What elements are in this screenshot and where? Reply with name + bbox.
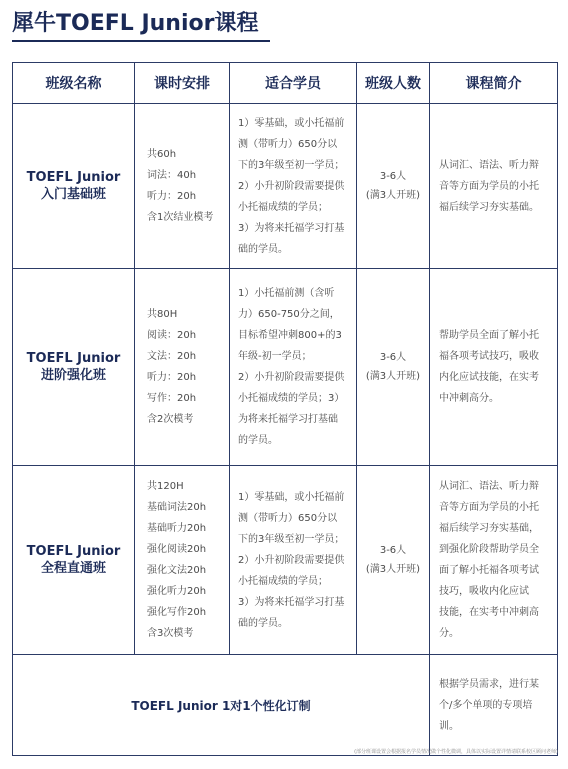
schedule-cell bbox=[135, 466, 230, 655]
intro-line: 从词汇、语法、听力辩 bbox=[439, 159, 539, 171]
audience-line: 小托福成绩的学员； bbox=[238, 201, 328, 213]
intro-line: 音等方面为学员的小托 bbox=[439, 180, 539, 192]
schedule-line: 强化阅读20h bbox=[147, 544, 207, 555]
custom-course-cell: TOEFL Junior 1对1个性化订制 bbox=[13, 655, 430, 756]
schedule-cell bbox=[135, 269, 230, 466]
audience-line: 1）零基础，或小托福前 bbox=[238, 117, 345, 129]
class-name-line: 入门基础班 bbox=[40, 187, 106, 202]
schedule-line: 含3次模考 bbox=[147, 628, 194, 639]
table-row bbox=[13, 269, 558, 466]
intro-line: 音等方面为学员的小托 bbox=[439, 502, 539, 513]
audience-cell bbox=[230, 466, 357, 655]
intro-cell bbox=[430, 269, 558, 466]
footnote: (部分班课设置会根据报名学员情况做个性化微调，具体以实际设置详情请联系校区顾问老师) bbox=[354, 749, 558, 755]
intro-line: 分。 bbox=[439, 628, 459, 639]
audience-line: 1）零基础，或小托福前 bbox=[238, 491, 345, 503]
audience-line: 3）为将来托福学习打基 bbox=[238, 222, 345, 234]
audience-line: 1）小托福前测（含听 bbox=[238, 288, 335, 299]
schedule-line: 文法：20h bbox=[147, 351, 197, 362]
audience-cell bbox=[230, 104, 357, 269]
intro-cell bbox=[430, 466, 558, 655]
header-schedule: 课时安排 bbox=[135, 63, 230, 104]
class-size-line: 3-6人 bbox=[379, 545, 407, 556]
course-table bbox=[12, 62, 558, 756]
intro-cell bbox=[430, 655, 558, 756]
class-name-cell bbox=[13, 104, 135, 269]
class-size-line: (满3人开班) bbox=[365, 371, 421, 382]
schedule-line: 含1次结业模考 bbox=[147, 212, 214, 223]
header-class-size: 班级人数 bbox=[357, 63, 430, 104]
class-name-cell bbox=[13, 466, 135, 655]
header-class-name: 班级名称 bbox=[13, 63, 135, 104]
class-name-line: TOEFL Junior bbox=[26, 170, 121, 185]
audience-line: 2）小升初阶段需要提供 bbox=[238, 180, 345, 192]
class-size-cell bbox=[357, 269, 430, 466]
intro-line: 从词汇、语法、听力辩 bbox=[439, 481, 539, 492]
intro-line: 到强化阶段帮助学员全 bbox=[439, 544, 539, 555]
class-name-cell bbox=[13, 269, 135, 466]
class-size-cell bbox=[357, 104, 430, 269]
page-title: 犀牛TOEFL Junior课程 bbox=[12, 11, 259, 36]
schedule-line: 阅读：20h bbox=[147, 330, 197, 341]
class-name-line: TOEFL Junior bbox=[26, 544, 121, 559]
intro-line: 技巧，吸收内化应试 bbox=[439, 586, 529, 597]
intro-cell bbox=[430, 104, 558, 269]
class-name-line: TOEFL Junior bbox=[26, 351, 121, 366]
schedule-line: 强化听力20h bbox=[147, 586, 207, 597]
schedule-line: 听力：20h bbox=[147, 372, 197, 383]
intro-line: 训。 bbox=[439, 720, 459, 732]
schedule-line: 听力：20h bbox=[147, 191, 197, 202]
schedule-line: 共120H bbox=[147, 481, 184, 492]
audience-line: 为将来托福学习打基础 bbox=[238, 414, 338, 425]
schedule-cell bbox=[135, 104, 230, 269]
intro-line: 福后续学习夯实基础。 bbox=[439, 201, 539, 213]
audience-line: 础的学员。 bbox=[238, 617, 288, 629]
schedule-line: 写作：20h bbox=[147, 393, 197, 404]
table-row bbox=[13, 104, 558, 269]
intro-line: 中冲刺高分。 bbox=[439, 393, 499, 404]
audience-line: 目标希望冲刺800+的3 bbox=[238, 330, 342, 341]
schedule-line: 基础词法20h bbox=[147, 502, 207, 513]
schedule-line: 词法：40h bbox=[147, 170, 197, 181]
audience-line: 2）小升初阶段需要提供 bbox=[238, 372, 345, 383]
intro-line: 个/多个单项的专项培 bbox=[439, 699, 533, 711]
schedule-line: 含2次模考 bbox=[147, 414, 194, 425]
intro-line: 福后续学习夯实基础， bbox=[439, 523, 539, 534]
header-intro: 课程简介 bbox=[430, 63, 558, 104]
schedule-line: 强化写作20h bbox=[147, 607, 207, 618]
class-size-line: 3-6人 bbox=[379, 352, 407, 363]
class-name-line: 进阶强化班 bbox=[40, 368, 106, 383]
intro-line: 技能，在实考中冲刺高 bbox=[439, 607, 539, 618]
audience-line: 3）为将来托福学习打基 bbox=[238, 596, 345, 608]
schedule-line: 基础听力20h bbox=[147, 523, 207, 534]
audience-line: 小托福成绩的学员； bbox=[238, 575, 328, 587]
schedule-line: 强化文法20h bbox=[147, 565, 207, 576]
audience-line: 年级-初一学员； bbox=[238, 351, 312, 362]
class-size-line: 3-6人 bbox=[379, 171, 407, 182]
title-underline bbox=[12, 40, 270, 42]
table-row bbox=[13, 655, 558, 756]
table-row bbox=[13, 466, 558, 655]
audience-line: 下的3年级至初一学员； bbox=[238, 533, 345, 545]
audience-line: 2）小升初阶段需要提供 bbox=[238, 554, 345, 566]
audience-cell bbox=[230, 269, 357, 466]
class-name-line: 全程直通班 bbox=[40, 561, 106, 576]
class-size-line: (满3人开班) bbox=[365, 190, 421, 201]
intro-line: 面了解小托福各项考试 bbox=[439, 565, 539, 576]
schedule-line: 共60h bbox=[147, 149, 177, 160]
class-size-cell bbox=[357, 466, 430, 655]
header-audience: 适合学员 bbox=[230, 63, 357, 104]
audience-line: 测（带听力）650分以 bbox=[238, 512, 338, 524]
audience-line: 础的学员。 bbox=[238, 243, 288, 255]
table-header-row bbox=[13, 63, 558, 104]
intro-line: 内化应试技能，在实考 bbox=[439, 372, 539, 383]
audience-line: 力）650-750分之间， bbox=[238, 309, 340, 320]
schedule-line: 共80H bbox=[147, 309, 178, 320]
audience-line: 小托福成绩的学员；3） bbox=[238, 393, 345, 404]
intro-line: 根据学员需求，进行某 bbox=[439, 678, 539, 690]
intro-line: 福各项考试技巧，吸收 bbox=[439, 351, 539, 362]
audience-line: 的学员。 bbox=[238, 435, 278, 446]
audience-line: 测（带听力）650分以 bbox=[238, 138, 338, 150]
intro-line: 帮助学员全面了解小托 bbox=[439, 330, 539, 341]
audience-line: 下的3年级至初一学员； bbox=[238, 159, 345, 171]
class-size-line: (满3人开班) bbox=[365, 564, 421, 575]
